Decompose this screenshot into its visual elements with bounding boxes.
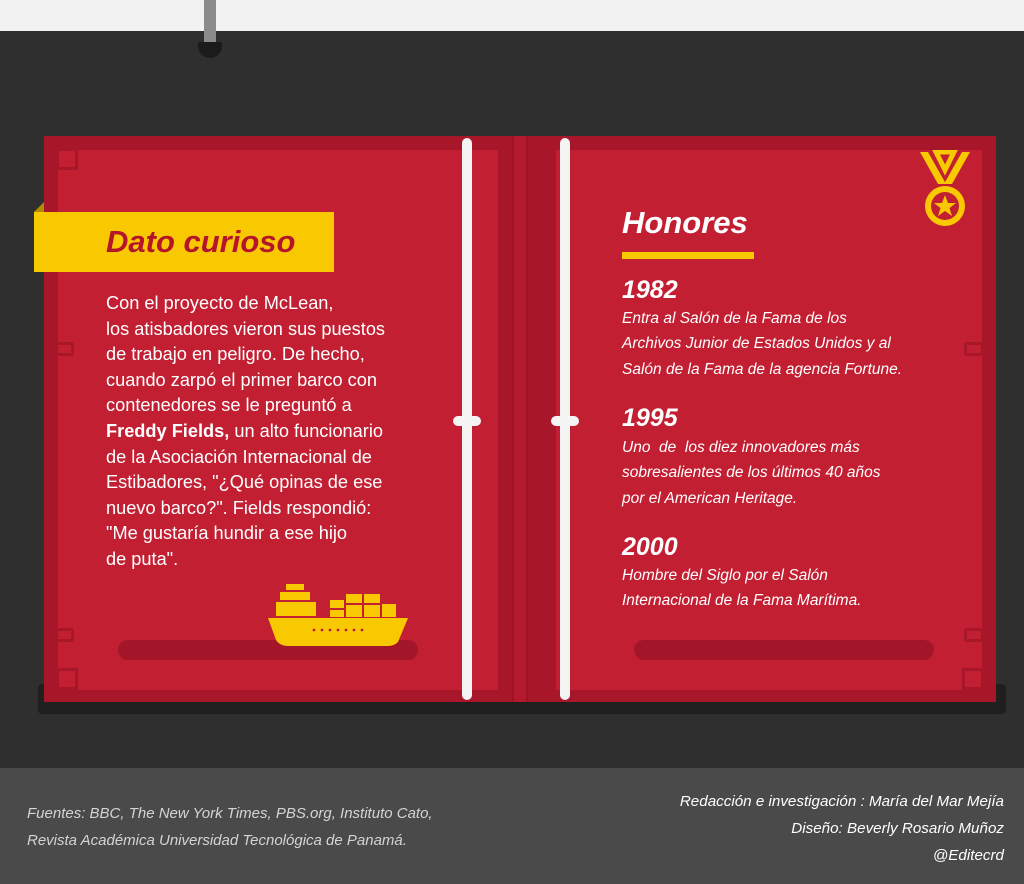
text-line: por el American Heritage. (622, 489, 798, 507)
text-line: Archivos Junior de Estados Unidos y al (622, 335, 891, 353)
text-line: Uno de los diez innovadores más (622, 439, 860, 456)
container-center-seam (512, 136, 528, 702)
highlighted-name: Freddy Fields, (106, 420, 230, 441)
container-corner (962, 668, 984, 690)
text-line: Estibadores, "¿Qué opinas de ese (106, 472, 383, 493)
honor-year: 1982 (622, 276, 678, 304)
dato-curioso-text (106, 291, 436, 573)
credits (680, 788, 1004, 869)
honores-underline (622, 252, 754, 259)
sources (27, 800, 433, 854)
text-line: de puta". (106, 548, 179, 569)
honor-year: 1995 (622, 404, 678, 432)
credit-line: Redacción e investigación : María del Mar Mejía (679, 793, 1004, 810)
container-tab (964, 342, 984, 356)
container-tab (964, 628, 984, 642)
ship-icon (266, 580, 410, 648)
door-handle-right (551, 416, 579, 426)
honor-description (622, 563, 952, 614)
dato-curioso-title: Dato curioso (106, 224, 296, 259)
text-line: Hombre del Siglo por el Salón (622, 567, 828, 584)
text-line: cuando zarpó el primer barco con (106, 369, 377, 390)
source-line: Fuentes: BBC, The New York Times, PBS.org, Instituto Cato, (27, 805, 433, 822)
text-line: Internacional de la Fama Marítima. (622, 592, 862, 610)
ribbon-fold (34, 202, 44, 212)
text-line: Con el proyecto de McLean, (106, 293, 334, 313)
text-line: sobresalientes de los últimos 40 años (622, 464, 881, 482)
honores-title: Honores (622, 205, 748, 240)
container-tab (54, 628, 74, 642)
credit-line: Diseño: Beverly Rosario Muñoz (791, 820, 1004, 837)
text-line: Salón de la Fama de la agencia Fortune. (622, 360, 903, 378)
text-line: nuevo barco?". Fields respondió: (106, 497, 372, 518)
top-strip (0, 0, 1024, 31)
credit-line: @Editecrd (932, 847, 1004, 864)
text-fragment: un alto funcionario (229, 420, 384, 441)
text-line (106, 419, 436, 445)
container-corner (56, 668, 78, 690)
source-line: Revista Académica Universidad Tecnológica de Panamá. (27, 832, 407, 849)
container-base-bar (634, 640, 934, 660)
honor-year: 2000 (622, 533, 678, 561)
honor-description (622, 435, 952, 511)
text-line: Entra al Salón de la Fama de los (622, 310, 847, 327)
text-line: de trabajo en peligro. De hecho, (106, 344, 365, 365)
door-handle-left (453, 416, 481, 426)
text-line: contenedores se le preguntó a (106, 395, 352, 416)
text-line: los atisbadores vieron sus puestos (106, 318, 386, 339)
honor-description (622, 306, 952, 382)
text-line: "Me gustaría hundir a ese hijo (106, 523, 348, 544)
hanger-hook-base (198, 42, 222, 58)
text-line: de la Asociación Internacional de (106, 446, 372, 467)
container-tab (54, 342, 74, 356)
container-corner (56, 148, 78, 170)
medal-icon (918, 150, 972, 232)
